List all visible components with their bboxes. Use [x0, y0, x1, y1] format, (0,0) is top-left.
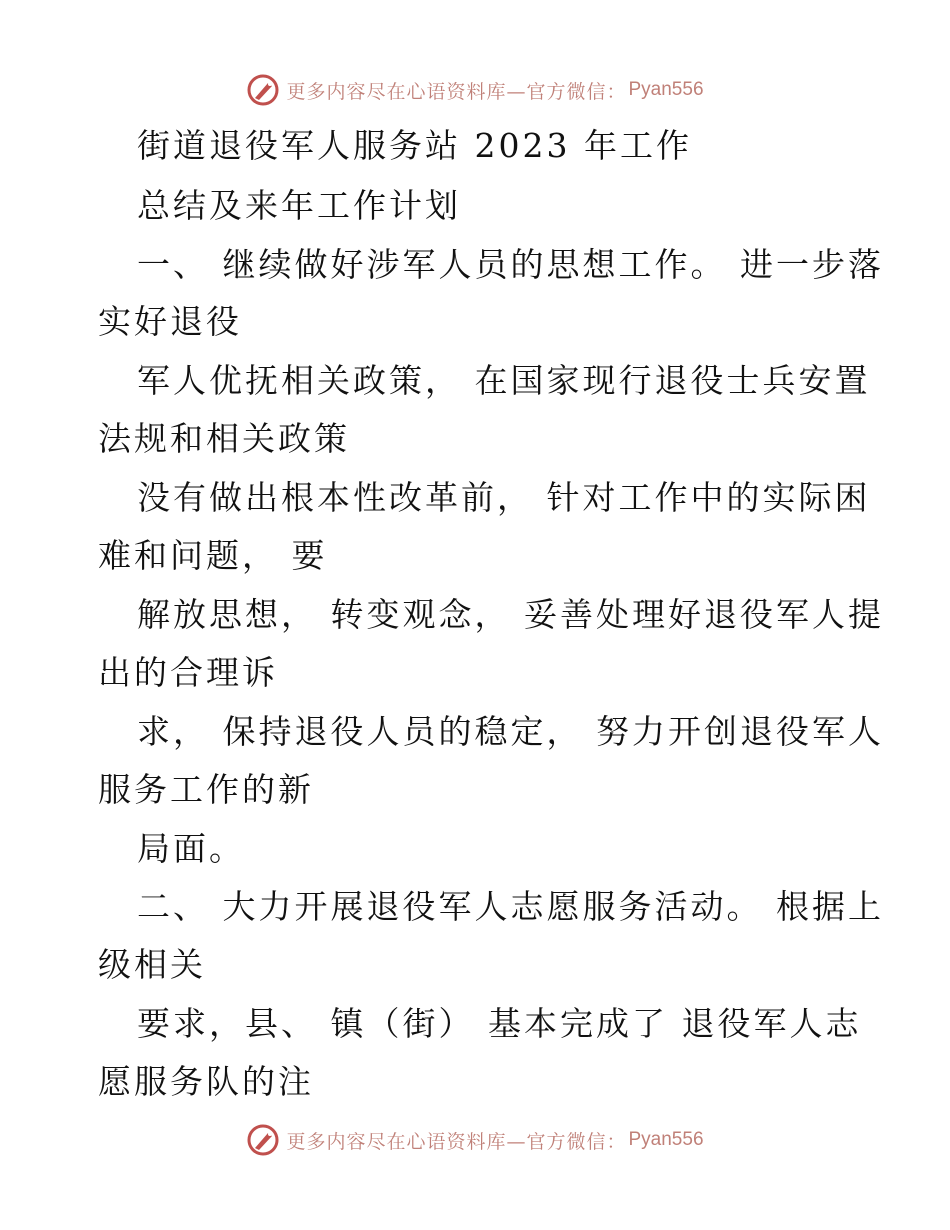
doc-line: 没有做出根本性改革前， 针对工作中的实际困: [137, 478, 871, 517]
doc-line: 求， 保持退役人员的稳定， 努力开创退役军人: [137, 712, 884, 751]
watermark-text: 更多内容尽在心语资料库—官方微信：: [286, 1130, 627, 1153]
doc-line: 一、 继续做好涉军人员的思想工作。 进一步落: [137, 245, 884, 284]
doc-line: 局面。: [137, 829, 245, 868]
doc-line: 军人优抚相关政策， 在国家现行退役士兵安置: [137, 361, 871, 400]
doc-line: 级相关: [98, 945, 206, 984]
watermark-text: 更多内容尽在心语资料库—官方微信：: [286, 80, 627, 103]
doc-line: 要求，县、 镇（街） 基本完成了 退役军人志: [137, 1004, 862, 1043]
pen-circle-icon: [246, 1123, 280, 1157]
watermark-id: Pyan556: [628, 79, 704, 100]
doc-line: 二、 大力开展退役军人志愿服务活动。 根据上: [137, 887, 884, 926]
doc-line: 解放思想， 转变观念， 妥善处理好退役军人提: [137, 595, 884, 634]
doc-line: 实好退役: [98, 302, 242, 341]
doc-line: 法规和相关政策: [98, 419, 350, 458]
doc-title-line-1: 街道退役军人服务站 2023 年工作: [137, 126, 692, 165]
doc-line: 难和问题， 要: [98, 536, 328, 575]
doc-line: 愿服务队的注: [98, 1062, 314, 1101]
doc-title-line-2: 总结及来年工作计划: [137, 186, 461, 225]
doc-line: 出的合理诉: [98, 653, 278, 692]
doc-line: 服务工作的新: [98, 770, 314, 809]
watermark-id: Pyan556: [628, 1129, 704, 1150]
footer-watermark: [0, 1120, 950, 1160]
